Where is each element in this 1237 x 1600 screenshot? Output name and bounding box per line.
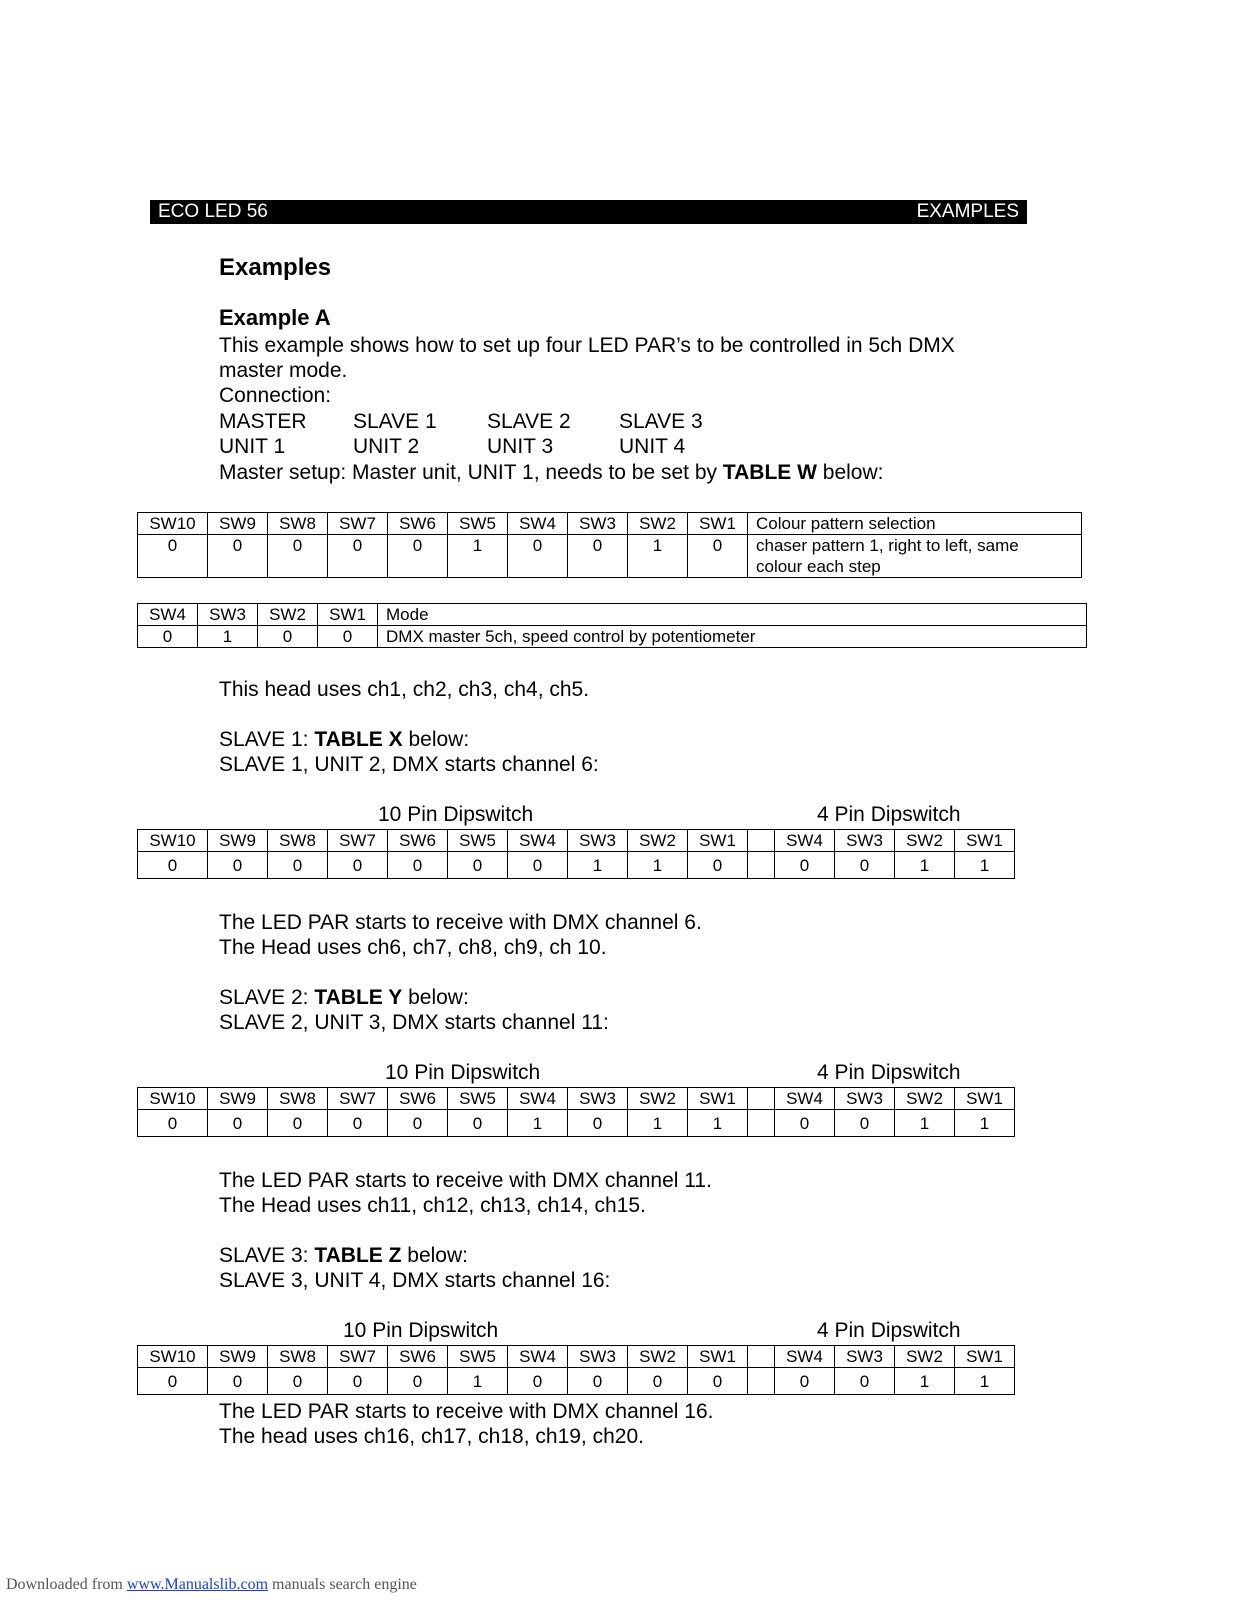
table-cell: SW2	[628, 1346, 688, 1368]
table-cell: 0	[138, 852, 208, 879]
table-cell: 0	[688, 1368, 748, 1395]
table-cell: 1	[628, 1110, 688, 1137]
spacer-cell	[748, 830, 775, 852]
desc-line: colour each step	[756, 557, 881, 576]
dip10-label: 10 Pin Dipswitch	[378, 803, 534, 826]
table-cell: SW4	[138, 604, 198, 626]
table-cell: 1	[448, 535, 508, 578]
table-x	[137, 829, 1015, 879]
table-cell: 0	[448, 852, 508, 879]
table-mode	[137, 603, 1087, 648]
table-cell: 0	[628, 1368, 688, 1395]
table-cell: SW2	[628, 513, 688, 535]
slave1-after2: The Head uses ch6, ch7, ch8, ch9, ch 10.	[219, 936, 607, 959]
conn-unit1: UNIT 1	[219, 435, 286, 458]
download-footer: Downloaded from www.Manualslib.com manuals search engine	[6, 1576, 417, 1593]
table-cell: SW8	[268, 513, 328, 535]
table-cell: SW5	[448, 1088, 508, 1110]
table-cell: SW2	[895, 1346, 955, 1368]
table-cell: SW4	[508, 1088, 568, 1110]
header-bar	[150, 200, 1027, 224]
dip4-label: 4 Pin Dipswitch	[817, 1319, 961, 1342]
table-cell: 0	[448, 1110, 508, 1137]
dip10-label: 10 Pin Dipswitch	[343, 1319, 499, 1342]
table-cell: 0	[508, 852, 568, 879]
table-cell: 0	[388, 1110, 448, 1137]
table-cell: 0	[328, 535, 388, 578]
table-cell: 0	[835, 852, 895, 879]
dip4-label: 4 Pin Dipswitch	[817, 1061, 961, 1084]
table-cell: SW7	[328, 1346, 388, 1368]
table-cell: SW5	[448, 1346, 508, 1368]
table-row	[138, 535, 1082, 578]
table-cell: SW7	[328, 830, 388, 852]
table-cell: SW10	[138, 830, 208, 852]
table-cell: 1	[198, 626, 258, 648]
slave1-after1: The LED PAR starts to receive with DMX channel 6.	[219, 911, 702, 934]
example-title: Example A	[219, 305, 331, 330]
table-cell: SW2	[895, 830, 955, 852]
table-cell: SW7	[328, 1088, 388, 1110]
manualslib-link[interactable]: www.Manualslib.com	[126, 1576, 269, 1593]
table-cell: 0	[258, 626, 318, 648]
table-cell: 1	[955, 1368, 1015, 1395]
table-cell: 0	[138, 1368, 208, 1395]
table-cell: SW4	[508, 830, 568, 852]
table-cell: 0	[835, 1368, 895, 1395]
table-cell: SW5	[448, 513, 508, 535]
table-cell: SW3	[835, 830, 895, 852]
table-cell: 0	[268, 852, 328, 879]
table-row	[138, 626, 1087, 648]
table-cell: SW1	[688, 513, 748, 535]
table-cell: 0	[318, 626, 378, 648]
table-cell: 0	[568, 1110, 628, 1137]
table-cell: SW1	[688, 830, 748, 852]
table-cell: SW1	[688, 1088, 748, 1110]
header-section: EXAMPLES	[916, 201, 1019, 222]
slave2-heading: SLAVE 2: TABLE Y below:	[219, 986, 469, 1009]
table-cell: 0	[268, 1110, 328, 1137]
table-cell: 0	[268, 1368, 328, 1395]
table-cell: 0	[328, 1368, 388, 1395]
intro-line-1: This example shows how to set up four LED PAR’s to be controlled in 5ch DMX	[219, 334, 955, 357]
table-row	[138, 1110, 1015, 1137]
dip4-label: 4 Pin Dipswitch	[817, 803, 961, 826]
slave3-after1: The LED PAR starts to receive with DMX channel 16.	[219, 1400, 714, 1423]
conn-slave1: SLAVE 1	[353, 410, 437, 433]
table-cell: Colour pattern selection	[748, 513, 1082, 535]
table-y-ref: TABLE Y	[314, 986, 403, 1009]
page-title: Examples	[219, 254, 332, 281]
table-cell: 0	[775, 1110, 835, 1137]
table-cell: 0	[775, 852, 835, 879]
spacer-cell	[748, 852, 775, 879]
table-cell: SW3	[568, 1346, 628, 1368]
table-cell: 0	[775, 1368, 835, 1395]
table-cell: 1	[568, 852, 628, 879]
table-cell: SW3	[568, 513, 628, 535]
table-cell: 0	[328, 1110, 388, 1137]
table-cell: SW1	[955, 830, 1015, 852]
table-cell: 0	[328, 852, 388, 879]
table-cell: 0	[208, 852, 268, 879]
table-row	[138, 1368, 1015, 1395]
table-cell: 0	[688, 535, 748, 578]
conn-master: MASTER	[219, 410, 307, 433]
master-channels: This head uses ch1, ch2, ch3, ch4, ch5.	[219, 678, 590, 701]
table-cell	[748, 535, 1082, 578]
table-cell: 0	[208, 1110, 268, 1137]
table-cell: 0	[508, 535, 568, 578]
table-cell: 0	[835, 1110, 895, 1137]
table-cell: SW3	[835, 1088, 895, 1110]
table-cell: SW8	[268, 1088, 328, 1110]
spacer-cell	[748, 1368, 775, 1395]
table-cell: SW1	[318, 604, 378, 626]
table-cell: SW1	[955, 1088, 1015, 1110]
table-cell: SW9	[208, 1346, 268, 1368]
spacer-cell	[748, 1110, 775, 1137]
table-cell: 1	[628, 852, 688, 879]
table-cell: SW3	[835, 1346, 895, 1368]
table-w-ref: TABLE W	[722, 461, 817, 484]
table-row	[138, 513, 1082, 535]
table-cell: 0	[388, 535, 448, 578]
table-cell: SW2	[628, 1088, 688, 1110]
table-cell: SW2	[628, 830, 688, 852]
table-cell: 0	[138, 535, 208, 578]
table-cell: SW9	[208, 513, 268, 535]
conn-unit2: UNIT 2	[353, 435, 420, 458]
conn-slave2: SLAVE 2	[487, 410, 571, 433]
slave1-heading: SLAVE 1: TABLE X below:	[219, 728, 470, 751]
table-cell: SW3	[568, 1088, 628, 1110]
table-cell: 1	[448, 1368, 508, 1395]
table-cell: SW2	[258, 604, 318, 626]
table-y	[137, 1087, 1015, 1137]
table-cell: 0	[508, 1368, 568, 1395]
table-cell: 1	[895, 1110, 955, 1137]
table-cell: SW4	[775, 1346, 835, 1368]
table-cell: SW2	[895, 1088, 955, 1110]
spacer-cell	[748, 1346, 775, 1368]
intro-line-2: master mode.	[219, 359, 348, 382]
slave3-heading: SLAVE 3: TABLE Z below:	[219, 1244, 468, 1267]
table-cell: SW6	[388, 513, 448, 535]
slave3-line2: SLAVE 3, UNIT 4, DMX starts channel 16:	[219, 1269, 611, 1292]
table-cell: SW4	[508, 1346, 568, 1368]
header-product: ECO LED 56	[158, 201, 268, 222]
slave1-line2: SLAVE 1, UNIT 2, DMX starts channel 6:	[219, 753, 599, 776]
table-cell: 1	[955, 1110, 1015, 1137]
table-cell: SW4	[508, 513, 568, 535]
table-cell: SW9	[208, 1088, 268, 1110]
table-cell: SW10	[138, 513, 208, 535]
table-cell: 1	[895, 852, 955, 879]
table-cell: SW4	[775, 1088, 835, 1110]
table-z-ref: TABLE Z	[314, 1244, 402, 1267]
connection-label: Connection:	[219, 384, 332, 407]
table-cell: SW6	[388, 830, 448, 852]
table-row	[138, 1088, 1015, 1110]
conn-unit4: UNIT 4	[619, 435, 686, 458]
table-cell: 0	[208, 535, 268, 578]
table-row	[138, 1346, 1015, 1368]
table-x-ref: TABLE X	[314, 728, 403, 751]
table-cell: SW5	[448, 830, 508, 852]
table-cell: SW6	[388, 1088, 448, 1110]
table-cell: Mode	[378, 604, 1087, 626]
table-cell: 0	[568, 1368, 628, 1395]
master-setup-line: Master setup: Master unit, UNIT 1, needs to be set by TABLE W below:	[219, 461, 884, 484]
table-cell: SW8	[268, 1346, 328, 1368]
desc-line: chaser pattern 1, right to left, same	[756, 536, 1019, 555]
table-cell: SW7	[328, 513, 388, 535]
table-cell: SW4	[775, 830, 835, 852]
dip10-label: 10 Pin Dipswitch	[385, 1061, 541, 1084]
table-cell: DMX master 5ch, speed control by potentiometer	[378, 626, 1087, 648]
table-z	[137, 1345, 1015, 1395]
table-cell: SW10	[138, 1088, 208, 1110]
slave2-after1: The LED PAR starts to receive with DMX channel 11.	[219, 1169, 712, 1192]
table-cell: 0	[568, 535, 628, 578]
table-cell: 1	[508, 1110, 568, 1137]
table-cell: SW1	[688, 1346, 748, 1368]
table-row	[138, 852, 1015, 879]
table-cell: 1	[688, 1110, 748, 1137]
table-cell: 0	[138, 626, 198, 648]
conn-unit3: UNIT 3	[487, 435, 554, 458]
table-cell: 1	[955, 852, 1015, 879]
table-cell: 0	[688, 852, 748, 879]
spacer-cell	[748, 1088, 775, 1110]
table-cell: SW6	[388, 1346, 448, 1368]
table-row	[138, 830, 1015, 852]
table-cell: 0	[208, 1368, 268, 1395]
table-cell: 1	[895, 1368, 955, 1395]
slave2-after2: The Head uses ch11, ch12, ch13, ch14, ch15.	[219, 1194, 646, 1217]
table-cell: 0	[388, 1368, 448, 1395]
table-cell: SW3	[568, 830, 628, 852]
table-cell: 1	[628, 535, 688, 578]
table-cell: 0	[268, 535, 328, 578]
slave3-after2: The head uses ch16, ch17, ch18, ch19, ch20.	[219, 1425, 644, 1448]
slave2-line2: SLAVE 2, UNIT 3, DMX starts channel 11:	[219, 1011, 609, 1034]
table-row	[138, 604, 1087, 626]
table-cell: 0	[138, 1110, 208, 1137]
table-cell: SW3	[198, 604, 258, 626]
table-cell: SW8	[268, 830, 328, 852]
table-cell: SW9	[208, 830, 268, 852]
conn-slave3: SLAVE 3	[619, 410, 703, 433]
table-cell: SW1	[955, 1346, 1015, 1368]
table-cell: SW10	[138, 1346, 208, 1368]
table-w	[137, 512, 1082, 578]
table-cell: 0	[388, 852, 448, 879]
